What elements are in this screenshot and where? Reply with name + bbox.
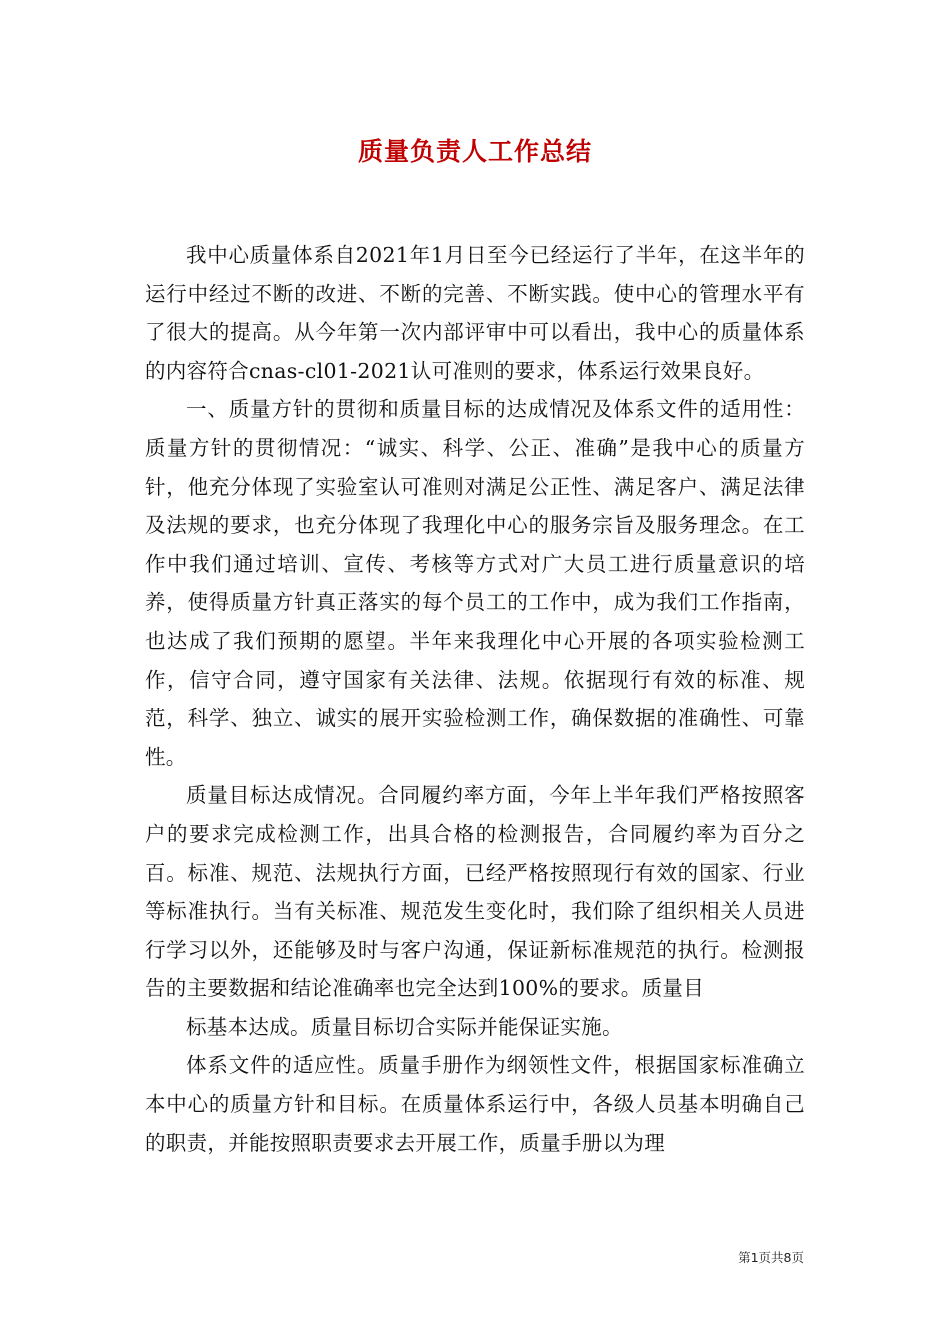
paragraph-objectives: 质量目标达成情况。合同履约率方面，今年上半年我们严格按照客户的要求完成检测工作，出具合格的检测报告，合同履约率为百分之百。标准、规范、法规执行方面，已经严格按照现行有效的国家、行业等标准执行。当有关标准、规范发生变化时，我们除了组织相关人员进行学习以外，还能够及时与客户沟通，保证新标准规范的执行。检测报告的主要数据和结论准确率也完全达到100%的要求。质量目 xyxy=(145,783,805,1001)
document-title: 质量负责人工作总结 xyxy=(357,137,592,166)
paragraph-documents: 体系文件的适应性。质量手册作为纲领性文件，根据国家标准确立本中心的质量方针和目标。在质量体系运行中，各级人员基本明确自己的职责，并能按照职责要求去开展工作，质量手册以为理 xyxy=(145,1053,805,1155)
page-number-footer: 第1页共8页 xyxy=(738,1250,804,1265)
paragraph-policy: 一、质量方针的贯彻和质量目标的达成情况及体系文件的适用性：质量方针的贯彻情况：“诚实、科学、公正、准确”是我中心的质量方针，他充分体现了实验室认可准则对满足公正性、满足客户、满足法律及法规的要求，也充分体现了我理化中心的服务宗旨及服务理念。在工作中我们通过培训、宣传、考核等方式对广大员工进行质量意识的培养，使得质量方针真正落实的每个员工的工作中，成为我们工作指南，也达成了我们预期的愿望。半年来我理化中心开展的各项实验检测工作，信守合同，遵守国家有关法律、法规。依据现行有效的标准、规范，科学、独立、诚实的展开实验检测工作，确保数据的准确性、可靠性。 xyxy=(145,397,805,769)
paragraph-intro: 我中心质量体系自2021年1月日至今已经运行了半年，在这半年的运行中经过不断的改进、不断的完善、不断实践。使中心的管理水平有了很大的提高。从今年第一次内部评审中可以看出，我中心的质量体系的内容符合cnas-cl01-2021认可准则的要求，体系运行效果良好。 xyxy=(145,243,805,383)
document-body xyxy=(145,236,805,1162)
paragraph-objectives-cont: 标基本达成。质量目标切合实际并能保证实施。 xyxy=(186,1014,623,1039)
